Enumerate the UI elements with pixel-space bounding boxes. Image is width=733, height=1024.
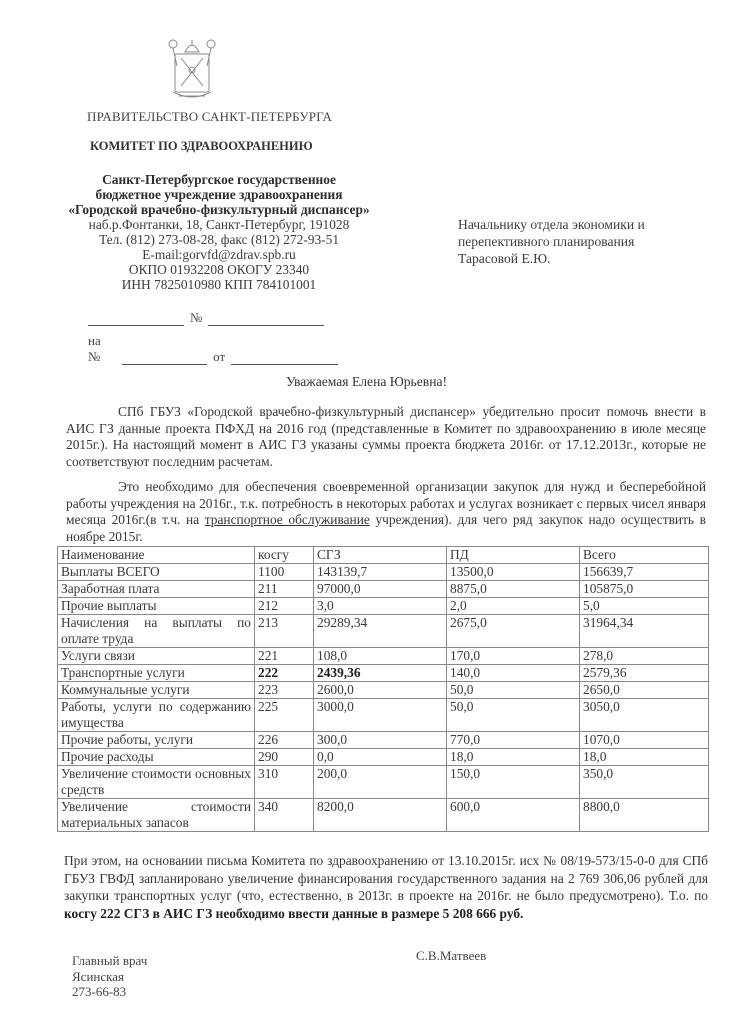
row-sgz: 0,0: [314, 749, 447, 766]
row-kosgu: 213: [255, 615, 314, 648]
ref-number-blank: [122, 351, 208, 365]
row-kosgu: 223: [255, 682, 314, 699]
row-total: 2650,0: [580, 682, 709, 699]
row-sgz: 3000,0: [314, 699, 447, 732]
row-name: Коммунальные услуги: [58, 682, 255, 699]
row-total: 105875,0: [580, 581, 709, 598]
table-row: [58, 799, 709, 832]
paragraph-conclusion-text: При этом, на основании письма Комитета по здравоохранению от 13.10.2015г. исх № 08/19-573/15-0-0 для СПб ГБУЗ ГВФД запланировано увеличение финансирования государственного задания на 2 769 306,06 рублей для закупки транспортных услуг (что, естественно, в 2013г. в проекте на 2016г. не было предусмотрено). Т.о. по: [64, 853, 708, 903]
reference-number-line: [88, 333, 338, 365]
row-kosgu: 340: [255, 799, 314, 832]
coat-of-arms-icon: [163, 36, 221, 104]
row-name: Заработная плата: [58, 581, 255, 598]
row-kosgu: 221: [255, 648, 314, 665]
row-sgz: 2600,0: [314, 682, 447, 699]
paragraph-justification: [66, 479, 706, 545]
paragraph-justification-tail: учреждения). для чего ряд закупок надо осуществить в ноябре 2015г.: [66, 512, 707, 544]
executor-phone: 273-66-83: [72, 984, 127, 999]
row-pd: 770,0: [447, 732, 580, 749]
row-total: 1070,0: [580, 732, 709, 749]
row-name: Услуги связи: [58, 648, 255, 665]
row-name: Начисления на выплаты по оплате труда: [58, 615, 255, 648]
row-sgz: 97000,0: [314, 581, 447, 598]
row-total: 31964,34: [580, 615, 709, 648]
signer-name: С.В.Матвеев: [416, 948, 487, 963]
paragraph-conclusion: [64, 852, 708, 922]
addressee-line1: Начальнику отдела экономики и: [458, 217, 645, 232]
header-name: Наименование: [58, 547, 255, 564]
row-name: Прочие работы, услуги: [58, 732, 255, 749]
row-pd: 2,0: [447, 598, 580, 615]
row-total: 2579,36: [580, 665, 709, 682]
row-sgz: 2439,36: [314, 665, 447, 682]
row-sgz: 300,0: [314, 732, 447, 749]
table-row: [58, 564, 709, 581]
row-kosgu: 222: [255, 665, 314, 682]
row-pd: 150,0: [447, 766, 580, 799]
row-pd: 170,0: [447, 648, 580, 665]
outgoing-number-blank: [208, 312, 324, 326]
row-kosgu: 211: [255, 581, 314, 598]
paragraph-request-text: СПб ГБУЗ «Городской врачебно-физкультурный диспансер» убедительно просит помочь внести в АИС ГЗ данные проекта ПФХД на 2016 год (представленные в Комитет по здравоохранению в июле месяце 2015г.). На настоящий момент в АИС ГЗ указаны суммы проекта бюджета 2016г. от 17.12.2013г., которые не соответствуют последним расчетам.: [66, 404, 706, 469]
row-pd: 8875,0: [447, 581, 580, 598]
number-label: №: [190, 310, 203, 325]
table-row: [58, 766, 709, 799]
header-pd: ПД: [447, 547, 580, 564]
addressee-block: [458, 216, 718, 267]
row-pd: 140,0: [447, 665, 580, 682]
row-total: 3050,0: [580, 699, 709, 732]
row-name: Работы, услуги по содержанию имущества: [58, 699, 255, 732]
row-kosgu: 1100: [255, 564, 314, 581]
row-sgz: 3,0: [314, 598, 447, 615]
row-kosgu: 290: [255, 749, 314, 766]
row-name: Транспортные услуги: [58, 665, 255, 682]
row-pd: 50,0: [447, 699, 580, 732]
row-total: 350,0: [580, 766, 709, 799]
org-name-line2: бюджетное учреждение здравоохранения: [95, 187, 343, 202]
row-sgz: 108,0: [314, 648, 447, 665]
government-title: ПРАВИТЕЛЬСТВО САНКТ-ПЕТЕРБУРГА: [87, 109, 333, 124]
organization-block: [60, 172, 378, 292]
org-inn: ИНН 7825010980 КПП 784101001: [121, 277, 317, 292]
salutation: Уважаемая Елена Юрьевна!: [285, 374, 448, 389]
row-kosgu: 225: [255, 699, 314, 732]
table-row: [58, 581, 709, 598]
committee-title: КОМИТЕТ ПО ЗДРАВООХРАНЕНИЮ: [90, 139, 313, 153]
row-sgz: 29289,34: [314, 615, 447, 648]
row-kosgu: 212: [255, 598, 314, 615]
table-row: [58, 648, 709, 665]
table-row-highlighted: [58, 665, 709, 682]
row-name: Прочие выплаты: [58, 598, 255, 615]
row-pd: 2675,0: [447, 615, 580, 648]
underlined-transport-service: транспортное обслуживание: [204, 512, 370, 527]
org-name-line3: «Городской врачебно-физкультурный диспансер»: [68, 202, 370, 217]
row-pd: 13500,0: [447, 564, 580, 581]
row-pd: 600,0: [447, 799, 580, 832]
paragraph-justification-text: Это необходимо для обеспечения своевременной организации закупок для нужд и бесперебойной работы учреждения на 2016г., т.к. потребность в некоторых работах и услугах возникает с первых чисел января месяца 2016г.(в т.ч. на: [66, 479, 706, 527]
org-phone: Тел. (812) 273-08-28, факс (812) 272-93-51: [98, 232, 340, 247]
row-sgz: 200,0: [314, 766, 447, 799]
row-kosgu: 310: [255, 766, 314, 799]
table-row: [58, 615, 709, 648]
table-row: [58, 749, 709, 766]
org-name-line1: Санкт-Петербургское государственное: [102, 172, 336, 187]
org-okpo: ОКПО 01932208 ОКОГУ 23340: [128, 262, 310, 277]
table-header-row: [58, 547, 709, 564]
table-row: [58, 598, 709, 615]
executor-name: Ясинская: [72, 968, 124, 984]
table-row: [58, 732, 709, 749]
row-total: 18,0: [580, 749, 709, 766]
table-row: [58, 682, 709, 699]
header-total: Всего: [580, 547, 709, 564]
signature-block: [72, 953, 147, 1000]
row-kosgu: 226: [255, 732, 314, 749]
row-name: Увеличение стоимости основных средств: [58, 766, 255, 799]
budget-table: [57, 546, 709, 832]
row-total: 156639,7: [580, 564, 709, 581]
header-sgz: СГЗ: [314, 547, 447, 564]
paragraph-conclusion-bold: косгу 222 СГЗ в АИС ГЗ необходимо ввести данные в размере 5 208 666 руб.: [64, 905, 524, 921]
row-total: 278,0: [580, 648, 709, 665]
outgoing-date-blank: [88, 312, 184, 326]
row-sgz: 143139,7: [314, 564, 447, 581]
addressee-line2: перепективного планирования: [458, 234, 635, 249]
row-pd: 50,0: [447, 682, 580, 699]
table-row: [58, 699, 709, 732]
row-sgz: 8200,0: [314, 799, 447, 832]
outgoing-number-line: [88, 310, 328, 326]
row-total: 8800,0: [580, 799, 709, 832]
signer-position: Главный врач: [72, 953, 148, 968]
row-total: 5,0: [580, 598, 709, 615]
paragraph-request: [66, 404, 706, 470]
org-email: E-mail:gorvfd@zdrav.spb.ru: [142, 247, 296, 262]
row-name: Прочие расходы: [58, 749, 255, 766]
from-label: от: [213, 349, 226, 364]
row-name: Выплаты ВСЕГО: [58, 564, 255, 581]
addressee-line3: Тарасовой Е.Ю.: [458, 251, 551, 266]
ref-label: на №: [88, 333, 101, 364]
ref-date-blank: [231, 351, 338, 365]
row-name: Увеличение стоимости материальных запасов: [58, 799, 255, 832]
header-kosgu: косгу: [255, 547, 314, 564]
org-address: наб.р.Фонтанки, 18, Санкт-Петербург, 191028: [88, 217, 350, 232]
row-pd: 18,0: [447, 749, 580, 766]
